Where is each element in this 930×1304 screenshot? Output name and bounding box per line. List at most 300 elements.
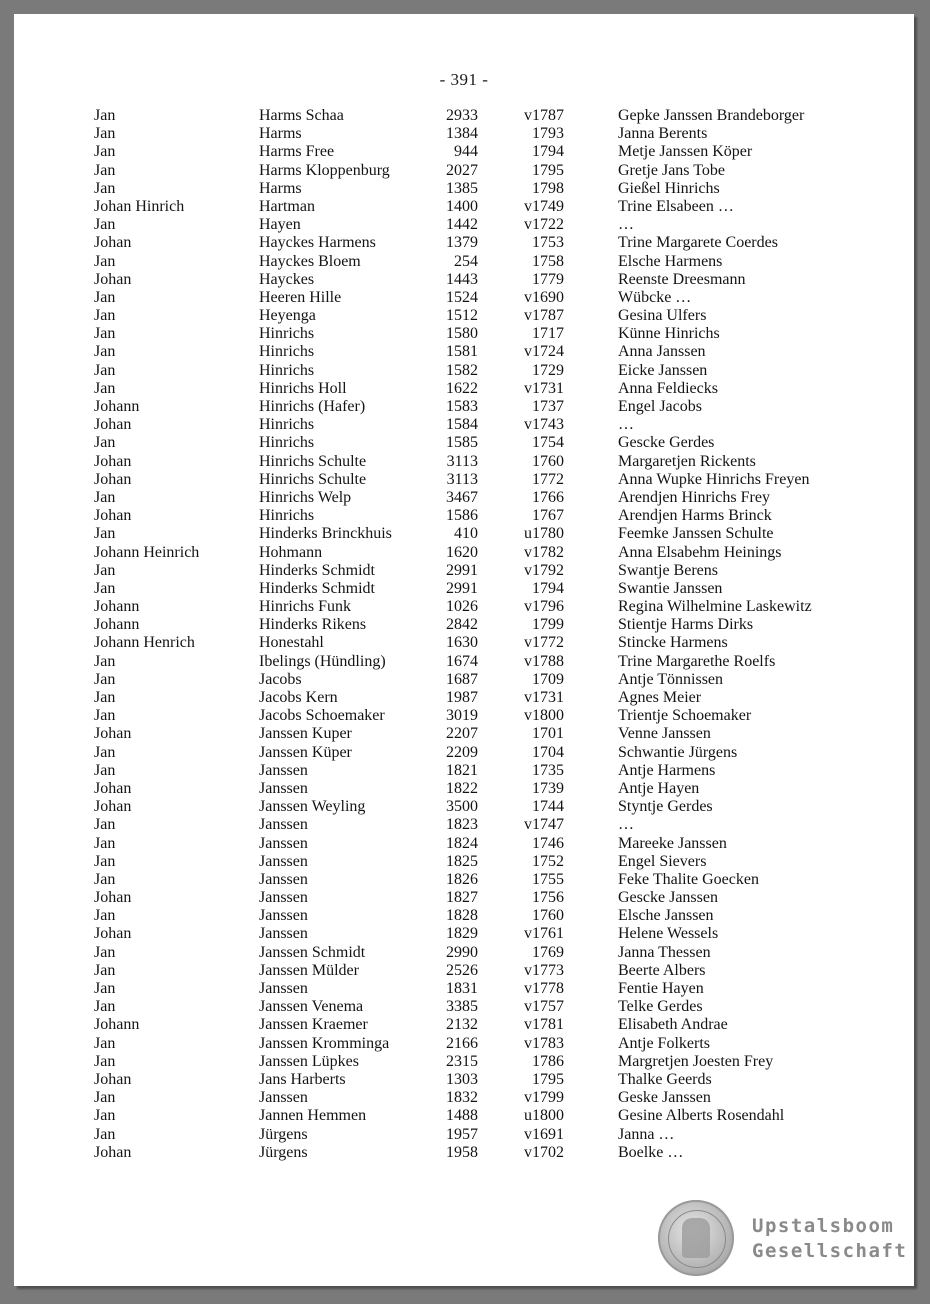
given-name: Jan	[94, 161, 116, 179]
given-name: Jan	[94, 288, 116, 306]
spouse-name: …	[618, 816, 634, 834]
given-name: Johann Heinrich	[94, 543, 200, 561]
given-name: Johan	[94, 416, 132, 434]
given-name: Johann Henrich	[94, 634, 195, 652]
table-row	[14, 780, 914, 798]
surname: Heeren Hille	[259, 288, 342, 306]
table-row	[14, 798, 914, 816]
surname: Harms Free	[259, 143, 335, 161]
table-row	[14, 907, 914, 925]
spouse-name: Venne Janssen	[618, 725, 711, 743]
spouse-name: Feemke Janssen Schulte	[618, 525, 774, 543]
year: v1800	[524, 707, 564, 725]
record-number: 1443	[446, 270, 478, 288]
table-row	[14, 689, 914, 707]
surname: Hinrichs (Hafer)	[259, 398, 366, 415]
table-row	[14, 216, 914, 234]
surname: Janssen	[259, 834, 308, 852]
table-row	[14, 889, 914, 907]
spouse-name: Antje Hayen	[618, 779, 700, 797]
spouse-name: Wübcke …	[618, 288, 692, 306]
record-number: 1584	[446, 416, 478, 434]
record-number: 1821	[446, 761, 478, 779]
spouse-name: Eicke Janssen	[618, 361, 708, 379]
surname: Hinrichs Funk	[259, 598, 351, 616]
record-number: 2933	[446, 107, 478, 124]
given-name: Jan	[94, 1089, 116, 1107]
record-number: 1674	[446, 652, 478, 670]
table-row	[14, 325, 914, 343]
spouse-name: Trientje Schoemaker	[618, 707, 752, 725]
surname: Hinrichs	[259, 434, 315, 452]
year: 1704	[532, 743, 564, 761]
surname: Jans Harberts	[259, 1070, 346, 1088]
given-name: Jan	[94, 488, 116, 506]
year: 1756	[532, 889, 564, 907]
spouse-name: Gretje Jans Tobe	[618, 161, 725, 179]
spouse-name: Arendjen Harms Brinck	[618, 507, 772, 525]
surname: Janssen Küper	[259, 743, 352, 761]
table-row	[14, 762, 914, 780]
given-name: Jan	[94, 998, 116, 1016]
table-row	[14, 198, 914, 216]
year: 1739	[532, 779, 564, 797]
record-number: 1622	[446, 379, 478, 397]
table-row	[14, 816, 914, 834]
table-row	[14, 434, 914, 452]
record-number: 1687	[446, 670, 478, 688]
given-name: Jan	[94, 525, 116, 543]
year: 1709	[532, 670, 564, 688]
year: 1758	[532, 252, 564, 270]
given-name: Johan	[94, 270, 132, 288]
surname: Janssen Mülder	[259, 961, 359, 979]
record-number: 3467	[446, 488, 478, 506]
record-number: 1488	[446, 1107, 478, 1125]
year: 1795	[532, 161, 564, 179]
given-name: Johan	[94, 1070, 132, 1088]
year: v1782	[524, 543, 564, 561]
record-number: 1512	[446, 307, 478, 325]
surname: Honestahl	[259, 634, 324, 652]
record-number: 1384	[446, 125, 478, 143]
table-row	[14, 1016, 914, 1034]
record-number: 3113	[446, 470, 478, 488]
record-number: 1524	[446, 288, 478, 306]
surname: Janssen	[259, 907, 308, 925]
given-name: Jan	[94, 689, 116, 706]
given-name: Johan	[94, 925, 132, 943]
year: v1743	[524, 416, 564, 434]
year: 1752	[532, 852, 564, 870]
table-row	[14, 580, 914, 598]
surname: Janssen Lüpkes	[259, 1052, 359, 1070]
given-name: Johan	[94, 889, 132, 907]
spouse-name: Antje Folkerts	[618, 1034, 710, 1052]
given-name: Jan	[94, 325, 116, 343]
year: v1796	[524, 598, 564, 616]
surname: Hayckes	[259, 270, 315, 288]
spouse-name: Gescke Gerdes	[618, 434, 715, 452]
given-name: Jan	[94, 743, 116, 761]
table-row	[14, 125, 914, 143]
year: 1786	[532, 1052, 564, 1070]
table-row	[14, 398, 914, 416]
table-row	[14, 1071, 914, 1089]
given-name: Jan	[94, 943, 116, 961]
spouse-name: Schwantie Jürgens	[618, 743, 738, 761]
given-name: Johan	[94, 452, 132, 470]
table-row	[14, 725, 914, 743]
record-number: 2526	[446, 961, 478, 979]
table-row	[14, 343, 914, 361]
spouse-name: Beerte Albers	[618, 961, 706, 979]
surname: Jacobs	[259, 670, 302, 688]
spouse-name: Engel Sievers	[618, 852, 707, 870]
record-number: 1442	[446, 216, 478, 234]
record-number: 3019	[446, 707, 478, 725]
given-name: Jan	[94, 1107, 116, 1125]
year: v1731	[524, 689, 564, 706]
surname: Hinderks Schmidt	[259, 561, 375, 579]
surname: Janssen Kromminga	[259, 1034, 390, 1052]
record-number: 2990	[446, 943, 478, 961]
table-row	[14, 616, 914, 634]
year: v1792	[524, 561, 564, 579]
spouse-name: Regina Wilhelmine Laskewitz	[618, 598, 812, 616]
table-row	[14, 634, 914, 652]
given-name: Johan	[94, 798, 132, 816]
record-number: 1957	[446, 1125, 478, 1143]
surname: Janssen Kraemer	[259, 1016, 368, 1034]
table-row	[14, 107, 914, 125]
surname: Harms	[259, 125, 302, 143]
spouse-name: Elisabeth Andrae	[618, 1016, 728, 1034]
surname: Janssen Weyling	[259, 798, 366, 816]
logo-line-1: Upstalsboom	[752, 1215, 895, 1237]
given-name: Jan	[94, 852, 116, 870]
spouse-name: …	[618, 416, 634, 434]
spouse-name: Telke Gerdes	[618, 998, 703, 1016]
surname: Janssen Venema	[259, 998, 364, 1016]
table-row	[14, 962, 914, 980]
given-name: Johan	[94, 725, 132, 743]
given-name: Jan	[94, 1125, 116, 1143]
surname: Hinrichs	[259, 507, 315, 525]
given-name: Jan	[94, 125, 116, 143]
surname: Jacobs Schoemaker	[259, 707, 385, 725]
table-row	[14, 562, 914, 580]
record-number: 1585	[446, 434, 478, 452]
table-row	[14, 707, 914, 725]
table-row	[14, 362, 914, 380]
spouse-name: Künne Hinrichs	[618, 325, 720, 343]
surname: Hinrichs	[259, 361, 315, 379]
spouse-name: Fentie Hayen	[618, 980, 704, 997]
record-number: 1582	[446, 361, 478, 379]
record-number: 2132	[446, 1016, 478, 1034]
year: v1724	[524, 343, 564, 361]
given-name: Jan	[94, 707, 116, 725]
surname: Heyenga	[259, 307, 316, 325]
record-number: 1987	[446, 689, 478, 706]
spouse-name: Janna …	[618, 1125, 675, 1143]
table-row	[14, 307, 914, 325]
given-name: Jan	[94, 980, 116, 997]
surname: Janssen	[259, 761, 308, 779]
given-name: Jan	[94, 343, 116, 361]
year: v1761	[524, 925, 564, 943]
year: v1749	[524, 197, 564, 215]
table-row	[14, 544, 914, 562]
year: 1746	[532, 834, 564, 852]
year: v1747	[524, 816, 564, 834]
year: v1788	[524, 652, 564, 670]
spouse-name: Trine Margarethe Roelfs	[618, 652, 776, 670]
year: 1795	[532, 1070, 564, 1088]
surname: Hinderks Rikens	[259, 616, 367, 634]
table-row	[14, 380, 914, 398]
given-name: Jan	[94, 252, 116, 270]
given-name: Johan	[94, 779, 132, 797]
record-number: 1581	[446, 343, 478, 361]
surname: Hinrichs Schulte	[259, 470, 367, 488]
given-name: Jan	[94, 870, 116, 888]
spouse-name: Margaretjen Rickents	[618, 452, 756, 470]
record-number: 1822	[446, 779, 478, 797]
record-number: 1303	[446, 1070, 478, 1088]
surname: Harms Kloppenburg	[259, 161, 390, 179]
surname: Hinrichs Holl	[259, 379, 347, 397]
table-row	[14, 925, 914, 943]
table-row	[14, 234, 914, 252]
spouse-name: Swantie Janssen	[618, 579, 723, 597]
record-number: 1580	[446, 325, 478, 343]
upstalsboom-seal-logo	[658, 1200, 734, 1276]
spouse-name: Metje Janssen Köper	[618, 143, 753, 161]
year: v1691	[524, 1125, 564, 1143]
year: 1766	[532, 488, 564, 506]
record-number: 1823	[446, 816, 478, 834]
table-row	[14, 1035, 914, 1053]
spouse-name: Gesina Ulfers	[618, 307, 707, 325]
table-row	[14, 143, 914, 161]
table-row	[14, 1107, 914, 1125]
surname: Hinrichs Welp	[259, 488, 352, 506]
register-table	[14, 107, 914, 1162]
year: 1744	[532, 798, 564, 816]
table-row	[14, 598, 914, 616]
surname: Hayckes Bloem	[259, 252, 361, 270]
given-name: Johann	[94, 616, 140, 634]
table-row	[14, 507, 914, 525]
given-name: Jan	[94, 216, 116, 234]
spouse-name: Janna Thessen	[618, 943, 711, 961]
year: 1717	[532, 325, 564, 343]
record-number: 1400	[446, 197, 478, 215]
spouse-name: Swantje Berens	[618, 561, 718, 579]
year: 1737	[532, 398, 564, 415]
surname: Jannen Hemmen	[259, 1107, 367, 1125]
surname: Harms Schaa	[259, 107, 344, 124]
table-row	[14, 835, 914, 853]
year: 1798	[532, 179, 564, 197]
spouse-name: Stientje Harms Dirks	[618, 616, 754, 634]
spouse-name: Margretjen Joesten Frey	[618, 1052, 774, 1070]
surname: Hinderks Schmidt	[259, 579, 375, 597]
record-number: 1630	[446, 634, 478, 652]
spouse-name: Anna Janssen	[618, 343, 706, 361]
year: v1787	[524, 307, 564, 325]
year: 1769	[532, 943, 564, 961]
record-number: 944	[454, 143, 478, 161]
year: 1760	[532, 452, 564, 470]
surname: Janssen	[259, 816, 308, 834]
year: v1783	[524, 1034, 564, 1052]
spouse-name: Helene Wessels	[618, 925, 719, 943]
year: v1702	[524, 1143, 564, 1161]
surname: Hinrichs	[259, 325, 315, 343]
document-page	[14, 14, 914, 1286]
spouse-name: Anna Wupke Hinrichs Freyen	[618, 470, 810, 488]
year: 1772	[532, 470, 564, 488]
given-name: Jan	[94, 652, 116, 670]
table-row	[14, 980, 914, 998]
spouse-name: Gesine Alberts Rosendahl	[618, 1107, 785, 1125]
table-row	[14, 1144, 914, 1162]
year: 1779	[532, 270, 564, 288]
surname: Janssen	[259, 870, 308, 888]
table-row	[14, 871, 914, 889]
spouse-name: Gescke Janssen	[618, 889, 718, 907]
surname: Hohmann	[259, 543, 323, 561]
year: 1729	[532, 361, 564, 379]
given-name: Johann	[94, 1016, 140, 1034]
record-number: 1620	[446, 543, 478, 561]
surname: Janssen	[259, 1089, 308, 1107]
surname: Hinrichs Schulte	[259, 452, 367, 470]
given-name: Jan	[94, 1034, 116, 1052]
record-number: 1827	[446, 889, 478, 907]
year: 1794	[532, 579, 564, 597]
surname: Hinderks Brinckhuis	[259, 525, 392, 543]
given-name: Jan	[94, 307, 116, 325]
spouse-name: Antje Harmens	[618, 761, 716, 779]
record-number: 3113	[446, 452, 478, 470]
spouse-name: Stincke Harmens	[618, 634, 728, 652]
year: v1757	[524, 998, 564, 1016]
record-number: 1832	[446, 1089, 478, 1107]
surname: Ibelings (Hündling)	[259, 652, 386, 670]
table-row	[14, 453, 914, 471]
given-name: Jan	[94, 907, 116, 925]
given-name: Jan	[94, 361, 116, 379]
spouse-name: Arendjen Hinrichs Frey	[618, 488, 770, 506]
given-name: Jan	[94, 579, 116, 597]
surname: Jacobs Kern	[259, 689, 338, 706]
record-number: 2991	[446, 561, 478, 579]
year: v1778	[524, 980, 564, 997]
year: 1793	[532, 125, 564, 143]
table-row	[14, 525, 914, 543]
given-name: Jan	[94, 107, 116, 124]
surname: Jürgens	[259, 1143, 308, 1161]
spouse-name: Engel Jacobs	[618, 398, 702, 415]
record-number: 1825	[446, 852, 478, 870]
record-number: 1831	[446, 980, 478, 997]
record-number: 2027	[446, 161, 478, 179]
year: v1690	[524, 288, 564, 306]
given-name: Jan	[94, 434, 116, 452]
year: v1731	[524, 379, 564, 397]
table-row	[14, 1126, 914, 1144]
spouse-name: Feke Thalite Goecken	[618, 870, 759, 888]
given-name: Jan	[94, 761, 116, 779]
given-name: Johan	[94, 470, 132, 488]
surname: Hayen	[259, 216, 301, 234]
given-name: Johan Hinrich	[94, 197, 185, 215]
year: 1767	[532, 507, 564, 525]
surname: Janssen	[259, 925, 308, 943]
year: 1799	[532, 616, 564, 634]
given-name: Johann	[94, 398, 140, 415]
record-number: 3500	[446, 798, 478, 816]
record-number: 3385	[446, 998, 478, 1016]
table-row	[14, 489, 914, 507]
table-row	[14, 744, 914, 762]
record-number: 1379	[446, 234, 478, 252]
surname: Janssen	[259, 852, 308, 870]
record-number: 1829	[446, 925, 478, 943]
table-row	[14, 1089, 914, 1107]
spouse-name: Janna Berents	[618, 125, 708, 143]
page-number: - 391 -	[439, 70, 489, 89]
given-name: Johann	[94, 598, 140, 616]
given-name: Johan	[94, 234, 132, 252]
given-name: Jan	[94, 961, 116, 979]
year: u1800	[524, 1107, 564, 1125]
year: 1735	[532, 761, 564, 779]
year: v1799	[524, 1089, 564, 1107]
seal-figure	[682, 1218, 710, 1258]
table-row	[14, 653, 914, 671]
record-number: 1826	[446, 870, 478, 888]
spouse-name: Elsche Janssen	[618, 907, 714, 925]
surname: Jürgens	[259, 1125, 308, 1143]
table-row	[14, 944, 914, 962]
record-number: 2209	[446, 743, 478, 761]
given-name: Jan	[94, 816, 116, 834]
spouse-name: Reenste Dreesmann	[618, 270, 746, 288]
spouse-name: Styntje Gerdes	[618, 798, 713, 816]
record-number: 1385	[446, 179, 478, 197]
year: 1794	[532, 143, 564, 161]
spouse-name: Boelke …	[618, 1143, 684, 1161]
record-number: 1586	[446, 507, 478, 525]
year: v1773	[524, 961, 564, 979]
given-name: Jan	[94, 834, 116, 852]
table-row	[14, 180, 914, 198]
spouse-name: Anna Feldiecks	[618, 379, 718, 397]
spouse-name: Elsche Harmens	[618, 252, 723, 270]
given-name: Jan	[94, 379, 116, 397]
spouse-name: Gepke Janssen Brandeborger	[618, 107, 805, 124]
spouse-name: Trine Margarete Coerdes	[618, 234, 778, 252]
year: 1701	[532, 725, 564, 743]
logo-line-2: Gesellschaft	[752, 1240, 908, 1262]
given-name: Jan	[94, 561, 116, 579]
spouse-name: Thalke Geerds	[618, 1070, 712, 1088]
